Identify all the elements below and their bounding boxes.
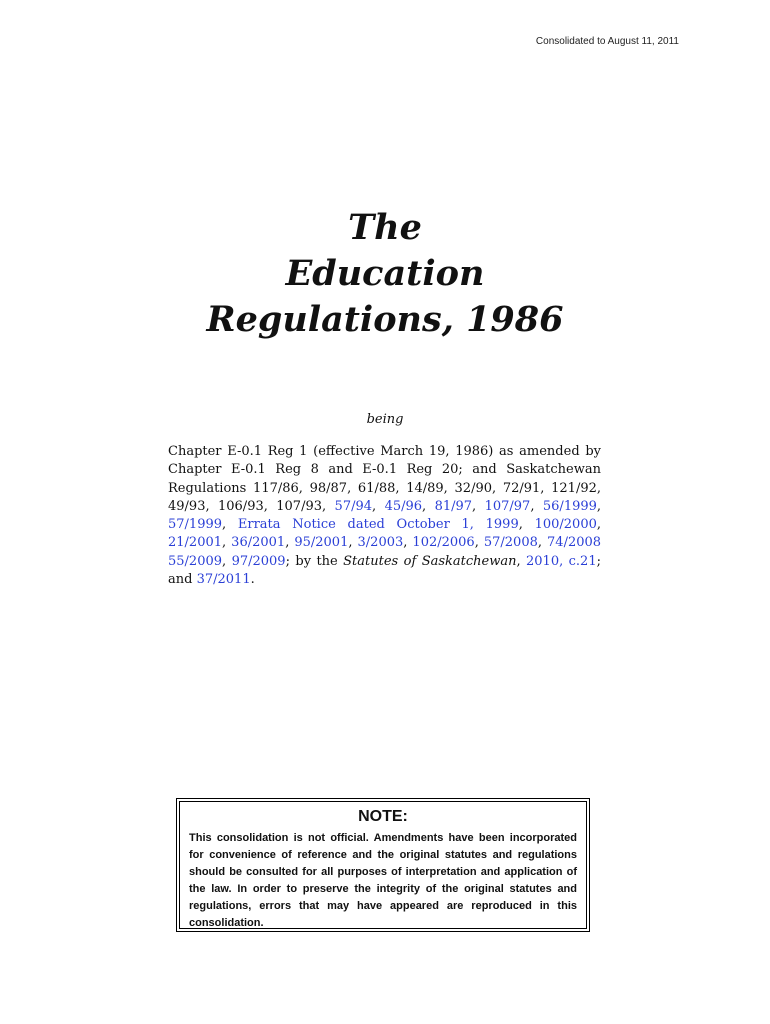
separator: ,: [516, 553, 527, 569]
statutes-title: Statutes of Saskatchewan: [343, 553, 517, 569]
separator: ,: [403, 535, 413, 551]
separator: ,: [222, 517, 238, 533]
separator: ,: [222, 553, 232, 569]
amendment-link[interactable]: 57/94: [334, 498, 373, 514]
title-line-2: Education: [285, 253, 485, 294]
amendment-link[interactable]: 45/96: [384, 498, 423, 514]
separator: ; and: [168, 553, 601, 588]
separator: ,: [222, 535, 232, 551]
title-line-1: The: [348, 207, 422, 248]
amendment-link[interactable]: 57/2008: [483, 535, 538, 551]
errata-notice-link[interactable]: Errata Notice dated October 1, 1999: [237, 517, 519, 533]
note-box-inner: [179, 801, 587, 929]
separator: ,: [518, 517, 535, 533]
separator: ,: [537, 535, 548, 551]
amendment-link[interactable]: 21/2001: [168, 535, 223, 551]
being-label: being: [366, 412, 404, 427]
amendment-link[interactable]: 57/1999: [168, 517, 223, 533]
separator: ,: [596, 517, 601, 533]
separator: ,: [474, 535, 484, 551]
statute-link[interactable]: 2010, c.21: [526, 553, 597, 569]
amendment-link[interactable]: 102/2006: [412, 535, 475, 551]
document-title: [0, 205, 770, 343]
separator: ,: [472, 498, 485, 514]
note-box: [176, 798, 590, 932]
amendment-link[interactable]: 100/2000: [534, 517, 597, 533]
note-body: This consolidation is not official. Amendments have been incorporated for convenience of reference and the original statutes and regulations should be consulted for all purposes of interpretation and application of the law. In order to preserve the integrity of the original statutes and regulations, errors that may have appeared are reproduced in this consolidation.: [189, 832, 577, 929]
separator: ,: [596, 498, 602, 514]
separator: ,: [348, 535, 358, 551]
separator: ,: [530, 498, 543, 514]
separator: ,: [422, 498, 435, 514]
separator: .: [250, 572, 255, 588]
note-title: NOTE:: [358, 808, 408, 825]
amendment-link[interactable]: 37/2011: [196, 572, 251, 588]
amendment-link[interactable]: 56/1999: [542, 498, 597, 514]
consolidation-date: Consolidated to August 11, 2011: [535, 36, 679, 47]
amendment-history: [168, 443, 601, 589]
amendment-link[interactable]: 95/2001: [294, 535, 349, 551]
separator: ,: [285, 535, 295, 551]
amendment-link[interactable]: 107/97: [484, 498, 531, 514]
amendment-link[interactable]: 55/2009: [168, 553, 223, 569]
title-line-3: Regulations, 1986: [206, 299, 564, 340]
separator: ; by the: [285, 553, 344, 569]
amendment-link[interactable]: 74/2008: [547, 535, 602, 551]
amendment-link[interactable]: 3/2003: [357, 535, 404, 551]
separator: ,: [372, 498, 385, 514]
amendment-intro: Chapter E-0.1 Reg 1 (effective March 19, 1986) as amended by Chapter E-0.1 Reg 8 and E-0.1 Reg 20; and Saskatchewan Regulations 117/86, 98/87, 61/88, 14/89, 32/90, 72/91, 121/92, 49/93, 106/93, 107/93,: [168, 444, 601, 514]
amendment-link[interactable]: 36/2001: [231, 535, 286, 551]
amendment-link[interactable]: 81/97: [434, 498, 473, 514]
amendment-link[interactable]: 97/2009: [231, 553, 286, 569]
